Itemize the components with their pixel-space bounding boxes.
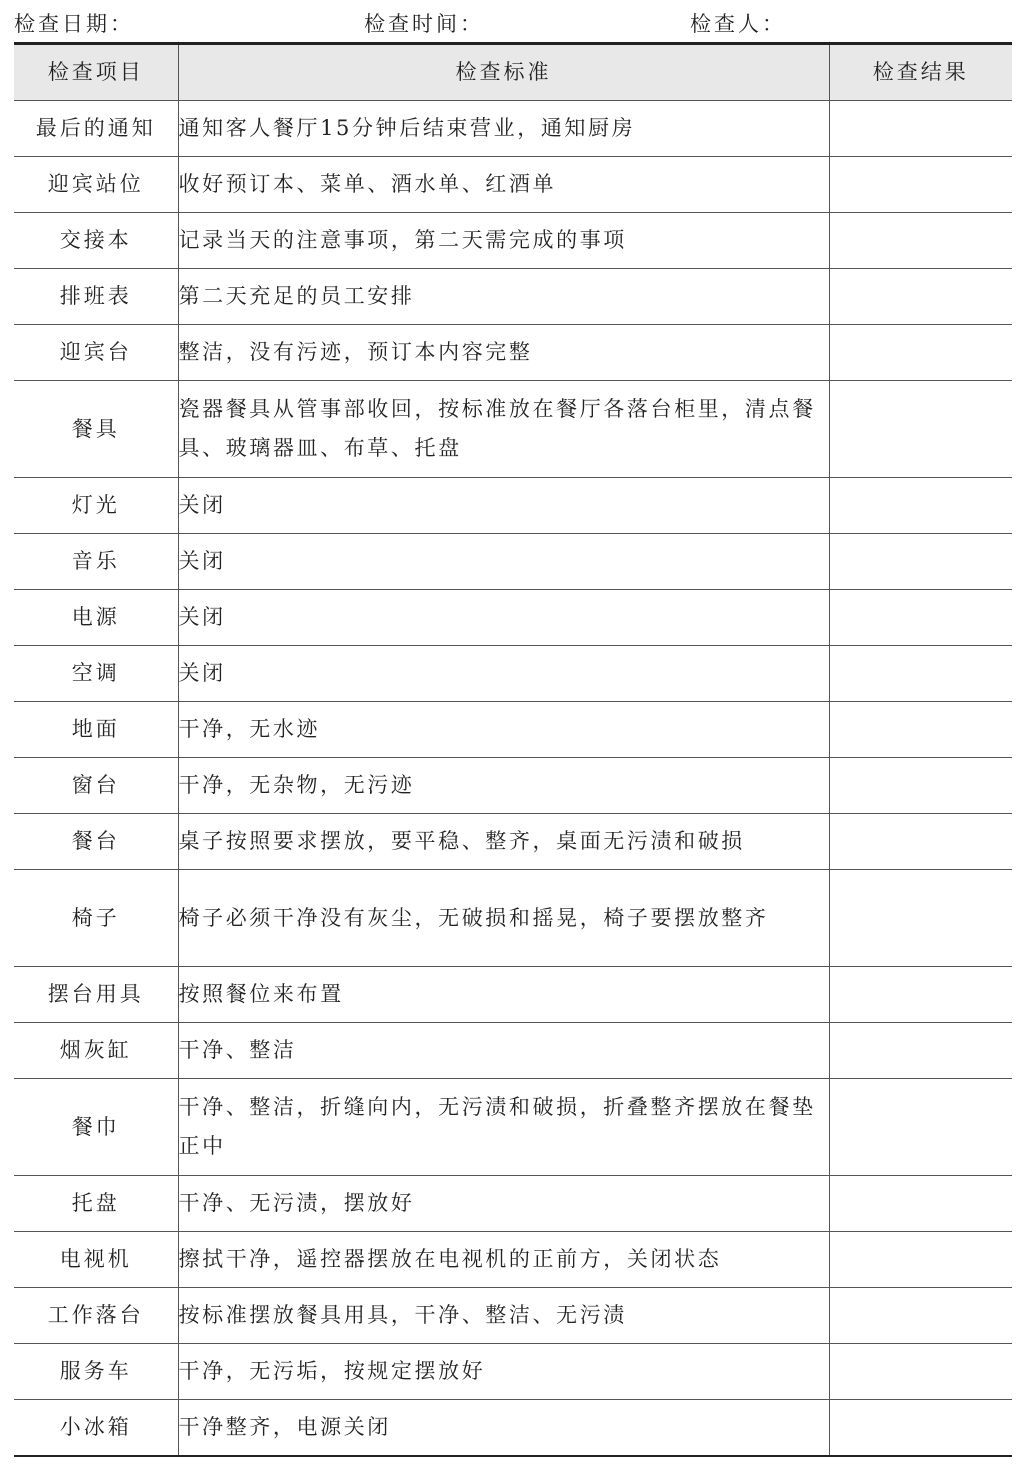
column-header-result: 检查结果 bbox=[829, 44, 1012, 101]
check-item-cell: 小冰箱 bbox=[14, 1400, 178, 1457]
check-item-cell: 摆台用具 bbox=[14, 967, 178, 1023]
check-result-cell[interactable] bbox=[829, 325, 1012, 381]
check-item-cell: 排班表 bbox=[14, 269, 178, 325]
check-result-cell[interactable] bbox=[829, 157, 1012, 213]
table-row bbox=[14, 1344, 1012, 1400]
check-result-cell[interactable] bbox=[829, 646, 1012, 702]
check-item-cell: 空调 bbox=[14, 646, 178, 702]
form-header bbox=[0, 0, 1024, 42]
table-row bbox=[14, 1176, 1012, 1232]
table-row bbox=[14, 269, 1012, 325]
table-row bbox=[14, 1232, 1012, 1288]
inspection-table bbox=[14, 42, 1012, 1457]
check-result-cell[interactable] bbox=[829, 101, 1012, 157]
check-standard-cell: 按标准摆放餐具用具，干净、整洁、无污渍 bbox=[178, 1288, 829, 1344]
check-result-cell[interactable] bbox=[829, 590, 1012, 646]
check-result-cell[interactable] bbox=[829, 702, 1012, 758]
check-result-cell[interactable] bbox=[829, 1079, 1012, 1176]
check-result-cell[interactable] bbox=[829, 870, 1012, 967]
check-result-cell[interactable] bbox=[829, 758, 1012, 814]
table-header-row bbox=[14, 44, 1012, 101]
check-result-cell[interactable] bbox=[829, 1400, 1012, 1457]
check-standard-cell: 干净整齐，电源关闭 bbox=[178, 1400, 829, 1457]
check-result-cell[interactable] bbox=[829, 381, 1012, 478]
table-row bbox=[14, 646, 1012, 702]
check-standard-cell: 干净、无污渍，摆放好 bbox=[178, 1176, 829, 1232]
check-result-cell[interactable] bbox=[829, 478, 1012, 534]
check-standard-cell: 记录当天的注意事项，第二天需完成的事项 bbox=[178, 213, 829, 269]
inspection-date-label: 检查日期： bbox=[14, 12, 134, 36]
check-standard-cell: 收好预订本、菜单、酒水单、红酒单 bbox=[178, 157, 829, 213]
check-result-cell[interactable] bbox=[829, 1288, 1012, 1344]
table-row bbox=[14, 590, 1012, 646]
check-result-cell[interactable] bbox=[829, 269, 1012, 325]
check-standard-cell: 椅子必须干净没有灰尘，无破损和摇晃，椅子要摆放整齐 bbox=[178, 870, 829, 967]
check-standard-cell: 干净、整洁 bbox=[178, 1023, 829, 1079]
check-standard-cell: 关闭 bbox=[178, 590, 829, 646]
check-standard-cell: 桌子按照要求摆放，要平稳、整齐，桌面无污渍和破损 bbox=[178, 814, 829, 870]
check-result-cell[interactable] bbox=[829, 1232, 1012, 1288]
check-item-cell: 服务车 bbox=[14, 1344, 178, 1400]
check-result-cell[interactable] bbox=[829, 814, 1012, 870]
check-result-cell[interactable] bbox=[829, 967, 1012, 1023]
check-standard-cell: 通知客人餐厅15分钟后结束营业，通知厨房 bbox=[178, 101, 829, 157]
table-row bbox=[14, 967, 1012, 1023]
check-standard-cell: 干净，无杂物，无污迹 bbox=[178, 758, 829, 814]
column-header-standard: 检查标准 bbox=[178, 44, 829, 101]
table-row bbox=[14, 702, 1012, 758]
check-item-cell: 窗台 bbox=[14, 758, 178, 814]
table-row bbox=[14, 1079, 1012, 1176]
table-row bbox=[14, 1400, 1012, 1457]
check-standard-cell: 关闭 bbox=[178, 534, 829, 590]
table-row bbox=[14, 101, 1012, 157]
table-row bbox=[14, 758, 1012, 814]
check-result-cell[interactable] bbox=[829, 534, 1012, 590]
check-item-cell: 最后的通知 bbox=[14, 101, 178, 157]
table-row bbox=[14, 213, 1012, 269]
check-item-cell: 电视机 bbox=[14, 1232, 178, 1288]
table-row bbox=[14, 478, 1012, 534]
check-item-cell: 餐具 bbox=[14, 381, 178, 478]
table-row bbox=[14, 534, 1012, 590]
column-header-item: 检查项目 bbox=[14, 44, 178, 101]
check-result-cell[interactable] bbox=[829, 1023, 1012, 1079]
check-result-cell[interactable] bbox=[829, 213, 1012, 269]
check-standard-cell: 按照餐位来布置 bbox=[178, 967, 829, 1023]
check-standard-cell: 干净，无水迹 bbox=[178, 702, 829, 758]
table-row bbox=[14, 1023, 1012, 1079]
check-item-cell: 工作落台 bbox=[14, 1288, 178, 1344]
check-item-cell: 餐巾 bbox=[14, 1079, 178, 1176]
table-row bbox=[14, 1288, 1012, 1344]
check-item-cell: 迎宾站位 bbox=[14, 157, 178, 213]
check-standard-cell: 瓷器餐具从管事部收回，按标准放在餐厅各落台柜里，清点餐具、玻璃器皿、布草、托盘 bbox=[178, 381, 829, 478]
check-result-cell[interactable] bbox=[829, 1344, 1012, 1400]
check-item-cell: 椅子 bbox=[14, 870, 178, 967]
check-item-cell: 地面 bbox=[14, 702, 178, 758]
inspection-time-label: 检查时间： bbox=[364, 12, 484, 36]
check-item-cell: 托盘 bbox=[14, 1176, 178, 1232]
table-body bbox=[14, 101, 1012, 1457]
check-standard-cell: 干净，无污垢，按规定摆放好 bbox=[178, 1344, 829, 1400]
check-standard-cell: 擦拭干净，遥控器摆放在电视机的正前方，关闭状态 bbox=[178, 1232, 829, 1288]
check-item-cell: 餐台 bbox=[14, 814, 178, 870]
check-item-cell: 电源 bbox=[14, 590, 178, 646]
check-item-cell: 灯光 bbox=[14, 478, 178, 534]
table-row bbox=[14, 870, 1012, 967]
check-result-cell[interactable] bbox=[829, 1176, 1012, 1232]
table-row bbox=[14, 814, 1012, 870]
check-item-cell: 音乐 bbox=[14, 534, 178, 590]
check-item-cell: 烟灰缸 bbox=[14, 1023, 178, 1079]
check-standard-cell: 第二天充足的员工安排 bbox=[178, 269, 829, 325]
check-standard-cell: 关闭 bbox=[178, 478, 829, 534]
table-row bbox=[14, 325, 1012, 381]
check-item-cell: 迎宾台 bbox=[14, 325, 178, 381]
inspector-label: 检查人： bbox=[690, 12, 786, 36]
check-standard-cell: 整洁，没有污迹，预订本内容完整 bbox=[178, 325, 829, 381]
check-standard-cell: 干净、整洁，折缝向内，无污渍和破损，折叠整齐摆放在餐垫正中 bbox=[178, 1079, 829, 1176]
check-item-cell: 交接本 bbox=[14, 213, 178, 269]
table-row bbox=[14, 157, 1012, 213]
table-row bbox=[14, 381, 1012, 478]
check-standard-cell: 关闭 bbox=[178, 646, 829, 702]
